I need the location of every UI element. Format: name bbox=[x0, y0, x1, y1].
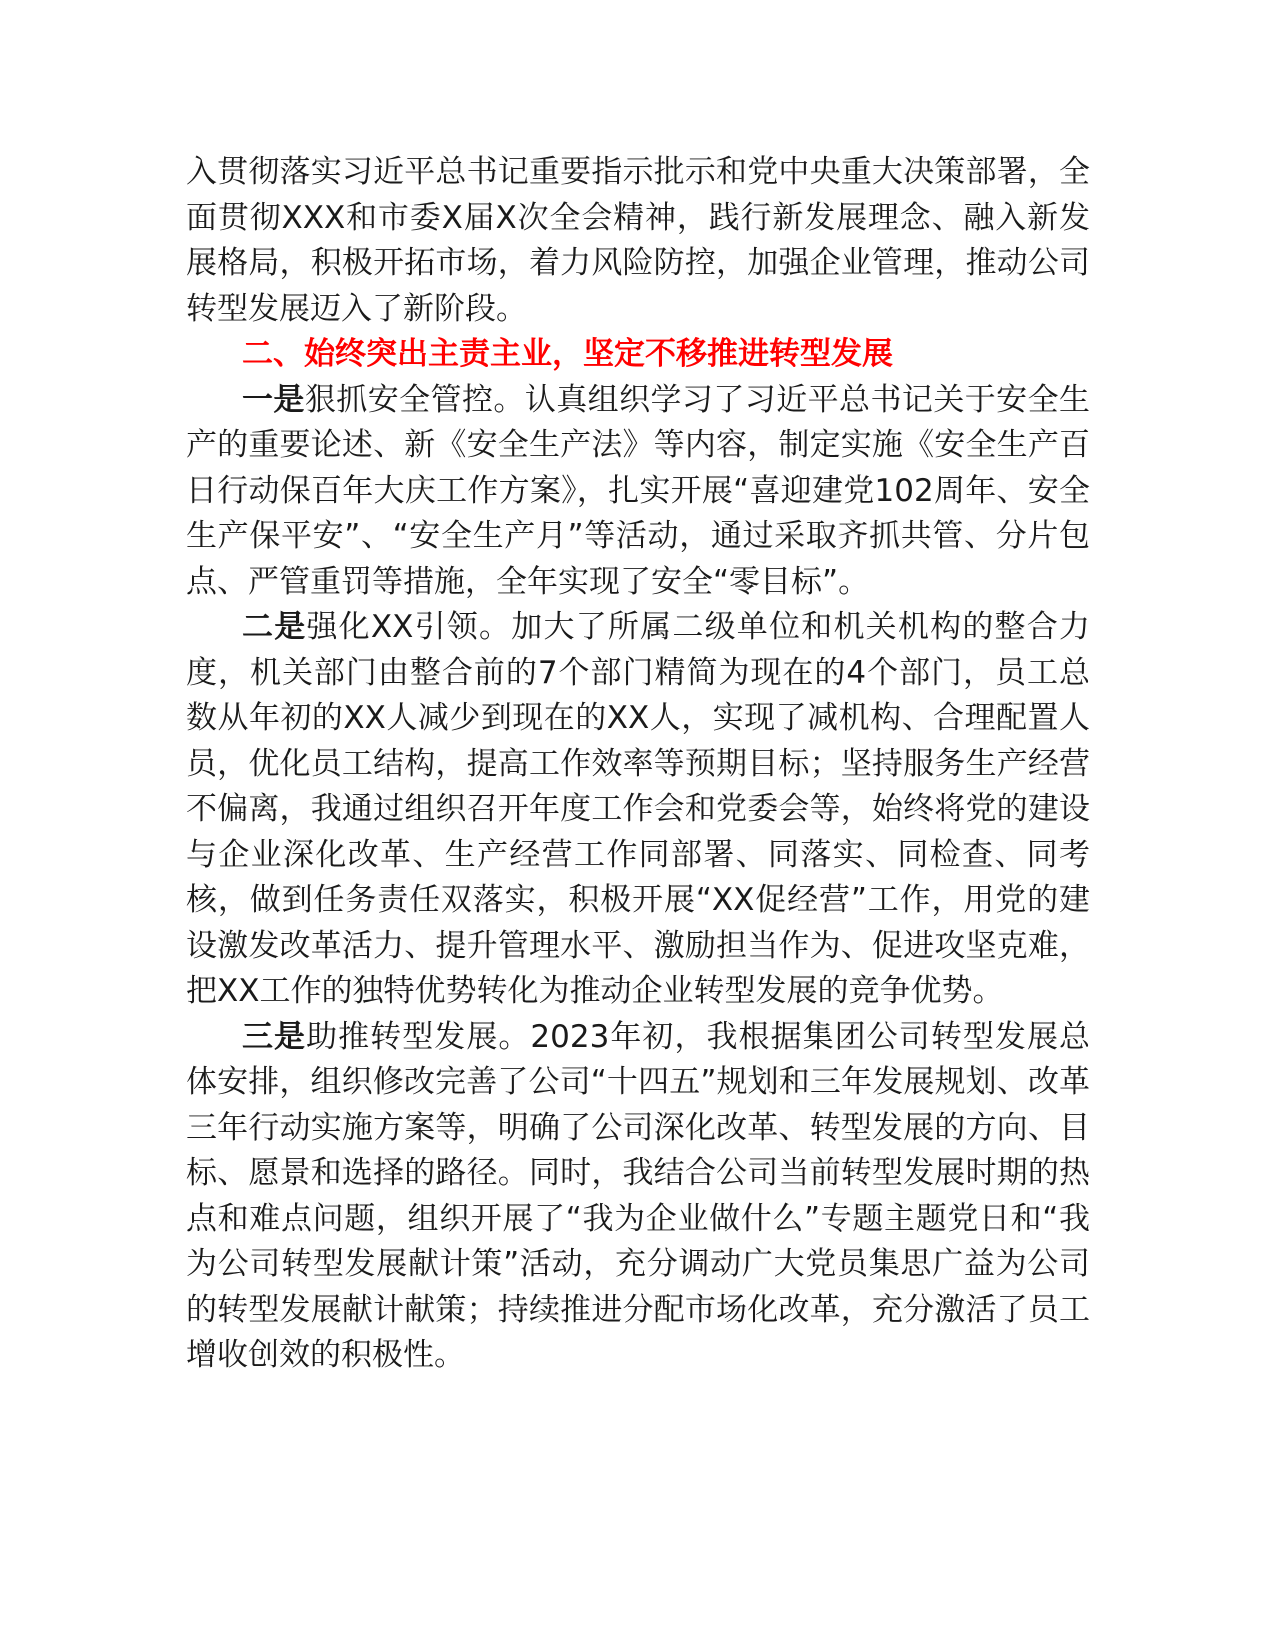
document-page bbox=[186, 150, 1090, 1379]
paragraph-text: 强化XX引领。加大了所属二级单位和机关机构的整合力度，机关部门由整合前的7个部门精简为现在的4个部门，员工总数从年初的XX人减少到现在的XX人，实现了减机构、合理配置人员，优化员工结构，提高工作效率等预期目标；坚持服务生产经营不偏离，我通过组织召开年度工作会和党委会等，始终将党的建设与企业深化改革、生产经营工作同部署、同落实、同检查、同考核，做到任务责任双落实，积极开展“XX促经营”工作，用党的建设激发改革活力、提升管理水平、激励担当作为、促进攻坚克难，把XX工作的独特优势转化为推动企业转型发展的竞争优势。 bbox=[186, 609, 1090, 1009]
paragraph-lead: 二是 bbox=[242, 609, 307, 645]
paragraph-lead: 三是 bbox=[242, 1018, 307, 1055]
paragraph-safety bbox=[186, 378, 1090, 606]
paragraph-transformation bbox=[186, 1015, 1090, 1379]
section-heading: 二、始终突出主责主业，坚定不移推进转型发展 bbox=[242, 336, 893, 372]
paragraph-text: 狠抓安全管控。认真组织学习了习近平总书记关于安全生产的重要论述、新《安全生产法》等内容，制定实施《安全生产百日行动保百年大庆工作方案》，扎实开展“喜迎建党102周年、安全生产保平安”、“安全生产月”等活动，通过采取齐抓共管、分片包点、严管重罚等措施，全年实现了安全“零目标”。 bbox=[186, 381, 1091, 600]
paragraph-intro: 入贯彻落实习近平总书记重要指示批示和党中央重大决策部署，全面贯彻XXX和市委X届X次全会精神，践行新发展理念、融入新发展格局，积极开拓市场，着力风险防控，加强企业管理，推动公司转型发展迈入了新阶段。 bbox=[186, 154, 1090, 327]
paragraph-text: 助推转型发展。2023年初，我根据集团公司转型发展总体安排，组织修改完善了公司“十四五”规划和三年发展规划、改革三年行动实施方案等，明确了公司深化改革、转型发展的方向、目标、愿景和选择的路径。同时，我结合公司当前转型发展时期的热点和难点问题，组织开展了“我为企业做什么”专题主题党日和“我为公司转型发展献计策”活动，充分调动广大党员集思广益为公司的转型发展献计献策；持续推进分配市场化改革，充分激活了员工增收创效的积极性。 bbox=[186, 1018, 1091, 1373]
paragraph-lead: 一是 bbox=[242, 381, 305, 418]
paragraph-leadership bbox=[186, 605, 1090, 1015]
